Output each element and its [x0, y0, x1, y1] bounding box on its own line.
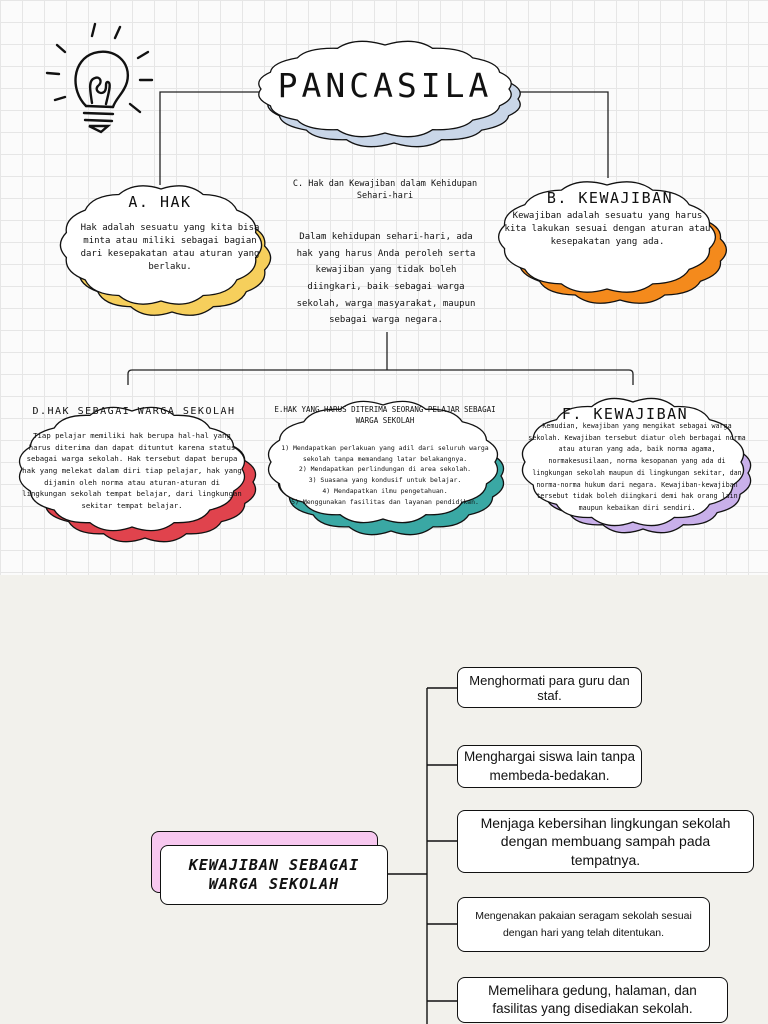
sehari-hari-body: Dalam kehidupan sehari-hari, ada hak yang harus Anda peroleh serta kewajiban yang tidak boleh diingkari, baik sebagai warga sekolah, warga masyarakat, maupun sebagai warga negara. [296, 232, 476, 326]
hak-pelajar-item: 1) Mendapatkan perlakuan yang adil dari seluruh warga sekolah tanpa memandang latar belakangnya. [281, 444, 489, 463]
branch-box: Menghargai siswa lain tanpa membeda-bedakan. [457, 745, 642, 788]
kewajiban-heading: B. KEWAJIBAN [546, 189, 674, 207]
hak-pelajar-item: 3) Suasana yang kondusif untuk belajar. [308, 476, 462, 485]
hak-pelajar-item: 4) Mendapatkan ilmu pengetahuan. [322, 486, 448, 495]
hak-pelajar-item: 2) Mendapatkan perlindungan di area sekolah. [298, 465, 472, 474]
hak-body: Hak adalah sesuatu yang kita bisa minta atau miliki sebagai bagian dari kesepakatan atau aturan yang berlaku. [80, 223, 260, 273]
kewajiban-f-heading: F. KEWAJIBAN [561, 405, 689, 423]
branch-box: Menghormati para guru dan staf. [457, 667, 642, 708]
hak-pelajar-item: 5) Menggunakan fasilitas dan layanan pendidikan. [291, 497, 479, 506]
branch-box: Menjaga kebersihan lingkungan sekolah dengan membuang sampah pada tempatnya. [457, 810, 754, 873]
kewajiban-f-body: Kemudian, kewajiban yang mengikat sebagai warga sekolah. Kewajiban tersebut diatur oleh berbagai norma atau aturan yang ada, baik norma agama, normakesusilaan, norma kesopanan yang ada di lingkungan sekolah maupun di lingkungan sekitar, dan norma-norma hukum dari negara. Kewajiban-kewajiban tersebut tidak boleh diingkari demi hak orang lain maupun kebaikan diri sendiri. [528, 422, 746, 513]
hak-warga-sekolah-heading: D.HAK SEBAGAI WARGA SEKOLAH [32, 406, 236, 417]
branch-box: Memelihara gedung, halaman, dan fasilitas yang disediakan sekolah. [457, 977, 728, 1023]
hak-pelajar-list [270, 443, 500, 507]
hak-warga-sekolah-body: Tiap pelajar memiliki hak berupa hal-hal yang harus diterima dan dapat dituntut karena status sebagai warga sekolah. Hak tersebut dapat berupa hak yang melekat dalam diri tiap pelajar, hak yang dijamin oleh norma atau aturan-aturan di lingkungan sekolah tempat belajar, dari lingkungan sekitar tempat belajar. [22, 431, 242, 511]
branch-box: Mengenakan pakaian seragam sekolah sesuai dengan hari yang telah ditentukan. [457, 897, 710, 952]
page-title: PANCASILA [277, 66, 493, 105]
hak-pelajar-heading: E.HAK YANG HARUS DITERIMA SEORANG PELAJAR SEBAGAI WARGA SEKOLAH [274, 405, 496, 426]
kewajiban-body: Kewajiban adalah sesuatu yang harus kita lakukan sesuai dengan aturan atau kesepakatan yang ada. [504, 211, 711, 248]
mindmap-center-label: KEWAJIBAN SEBAGAI WARGA SEKOLAH [160, 845, 388, 905]
light-bulb-icon [47, 24, 152, 132]
mindmap-connectors [0, 575, 768, 1024]
hak-heading: A. HAK [128, 193, 192, 211]
sehari-hari-heading: C. Hak dan Kewajiban dalam Kehidupan Sehari-hari [292, 179, 478, 202]
kewajiban-mindmap-panel [0, 575, 768, 1024]
